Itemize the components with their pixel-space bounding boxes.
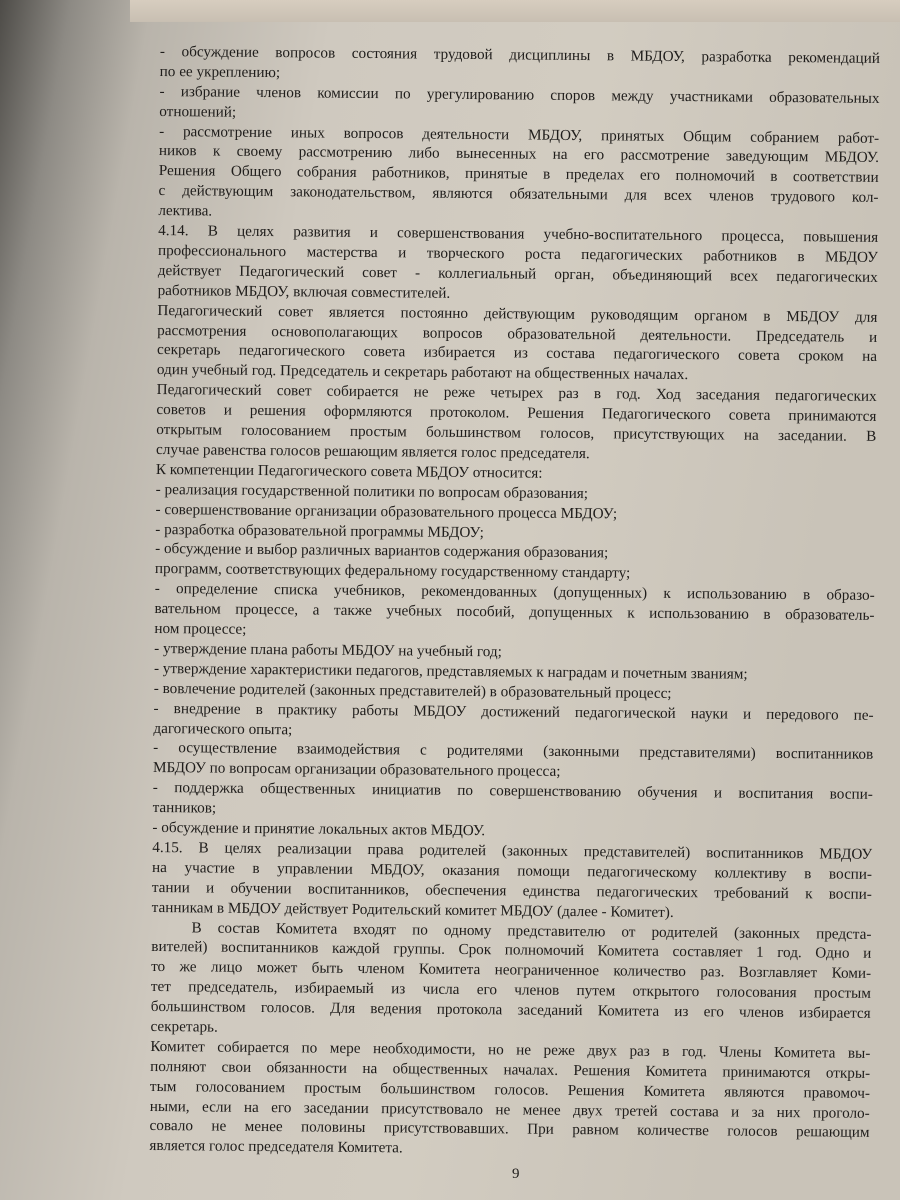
- text-line: танников;: [152, 799, 217, 817]
- text-line: отношений;: [159, 102, 237, 121]
- text-line: - утверждение характеристики педагогов, представляемых к наградам и почетным званиям;: [153, 659, 748, 683]
- text-line: открытым голосованием простым большинством голосов, присутствующих на заседании. В: [156, 420, 877, 445]
- text-line: один учебный год. Председатель и секретарь работают на общественных началах.: [156, 361, 689, 384]
- text-line: ников к своему рассмотрению либо вынесенных на его рассмотрение заведующим МБДОУ.: [158, 142, 880, 167]
- text-line: 4.15. В целях реализации права родителей (законных представителей) воспитанников МБДОУ: [152, 838, 873, 863]
- text-line: - избрание членов комиссии по урегулированию споров между участниками образовательных: [159, 82, 880, 107]
- text-line: - внедрение в практику работы МБДОУ достижений педагогической науки и передового пе-: [153, 699, 874, 724]
- text-line: вителей) воспитанников каждой группы. Срок полномочий Комитета составляет 1 год. Одно и: [151, 938, 872, 963]
- text-line: танникам в МБДОУ действует Родительский комитет МБДОУ (далее - Комитет).: [151, 898, 674, 921]
- text-line: Комитет собирается по мере необходимости, но не реже двух раз в год. Члены Комитета вы-: [150, 1037, 871, 1062]
- text-line: ном процессе;: [154, 619, 247, 638]
- text-line: - определение списка учебников, рекомендованных (допущенных) к использованию в образо-: [154, 580, 875, 605]
- text-line: секретарь.: [150, 1017, 218, 1036]
- text-line: является голос председателя Комитета.: [149, 1137, 403, 1157]
- text-line: рассмотрения основополагающих вопросов образовательной деятельности. Председатель и: [157, 321, 878, 346]
- text-line: - утверждение плана работы МБДОУ на учебный год;: [154, 639, 502, 661]
- text-line: программ, соответствующих федеральному государственному стандарту;: [154, 560, 631, 582]
- text-line: В состав Комитета входят по одному представителю от родителей (законных предста-: [191, 918, 872, 943]
- text-line: - обсуждение вопросов состояния трудовой дисциплины в МБДОУ, разработка рекомендаций: [159, 42, 880, 67]
- text-line: полняют свои обязанности на общественных началах. Решения Комитета принимаются откры-: [150, 1057, 871, 1082]
- text-line: - разработка образовательной программы МБДОУ;: [155, 520, 484, 541]
- page-top-edge: [130, 0, 900, 22]
- text-line: МБДОУ по вопросам организации образовательного процесса;: [152, 759, 561, 781]
- text-line: секретарь педагогического совета избирается из состава педагогического совета сроком на: [156, 341, 878, 366]
- text-line: Решения Общего собрания работников, принятые в пределах его полномочий в соответствии: [158, 162, 879, 187]
- text-line: - совершенствование организации образовательного процесса МБДОУ;: [155, 500, 618, 523]
- text-line: - поддержка общественных инициатив по совершенствованию обучения и воспитания воспи-: [152, 779, 873, 804]
- document-body: [149, 42, 880, 1163]
- text-line: то же лицо может быть членом Комитета неограниченное количество раз. Возглавляет Коми-: [151, 958, 872, 983]
- text-line: тет председатель, избираемый из числа его членов путем открытого голосования простым: [150, 978, 871, 1003]
- text-line: К компетенции Педагогического совета МБДОУ относится:: [155, 460, 543, 482]
- text-line: - вовлечение родителей (законных представителей) в образовательный процесс;: [153, 679, 672, 702]
- text-line: вательном процессе, а также учебных пособий, допущенных к использованию в образователь-: [154, 600, 875, 625]
- text-line: с действующим законодательством, являются обязательными для всех членов трудового кол-: [158, 182, 879, 207]
- text-line: советов и решения оформляются протоколом. Решения Педагогического совета принимаются: [156, 401, 877, 426]
- page-number: 9: [512, 1166, 520, 1182]
- text-line: совало не менее половины присутствовавших. При равном количестве голосов решающим: [149, 1117, 870, 1142]
- text-line: ными, если на его заседании присутствовало не менее двух третей состава и за них проголо-: [149, 1097, 870, 1122]
- text-line: - обсуждение и выбор различных вариантов содержания образования;: [155, 540, 609, 562]
- text-line: - реализация государственной политики по вопросам образования;: [155, 480, 589, 502]
- text-line: Педагогический совет собирается не реже четырех раз в год. Ход заседания педагогических: [156, 381, 877, 406]
- text-line: тании и обучении воспитанников, обеспечения единства педагогических требований к воспи-: [151, 878, 872, 903]
- text-line: 4.14. В целях развития и совершенствования учебно-воспитательного процесса, повышения: [158, 222, 879, 246]
- text-line: Педагогический совет является постоянно действующим руководящим органом в МБДОУ для: [157, 301, 878, 326]
- text-line: по ее укреплению;: [159, 62, 281, 82]
- text-line: работников МБДОУ, включая совместителей.: [157, 281, 451, 302]
- text-line: большинством голосов. Для ведения протокола заседаний Комитета из его членов избирается: [150, 998, 871, 1022]
- text-line: - обсуждение и принятие локальных актов МБДОУ.: [152, 818, 486, 840]
- text-line: - осуществление взаимодействия с родителями (законными представителями) воспитанников: [153, 739, 874, 764]
- text-line: - рассмотрение иных вопросов деятельности МБДОУ, принятых Общим собранием работ-: [159, 122, 880, 147]
- text-line: случае равенства голосов решающим является голос председателя.: [156, 440, 590, 463]
- text-line: дагогического опыта;: [153, 719, 293, 738]
- text-line: действует Педагогический совет - коллегиальный орган, объединяющий всех педагогических: [157, 261, 878, 286]
- text-line: лектива.: [158, 202, 213, 220]
- text-line: тым голосованием простым большинством голосов. Решения Комитета являются правомоч-: [149, 1077, 871, 1102]
- text-line: на участие в управлении МБДОУ, оказания помощи педагогическому коллективу в воспи-: [151, 858, 873, 883]
- text-line: профессионального мастерства и творческого роста педагогических работников в МБДОУ: [157, 241, 879, 266]
